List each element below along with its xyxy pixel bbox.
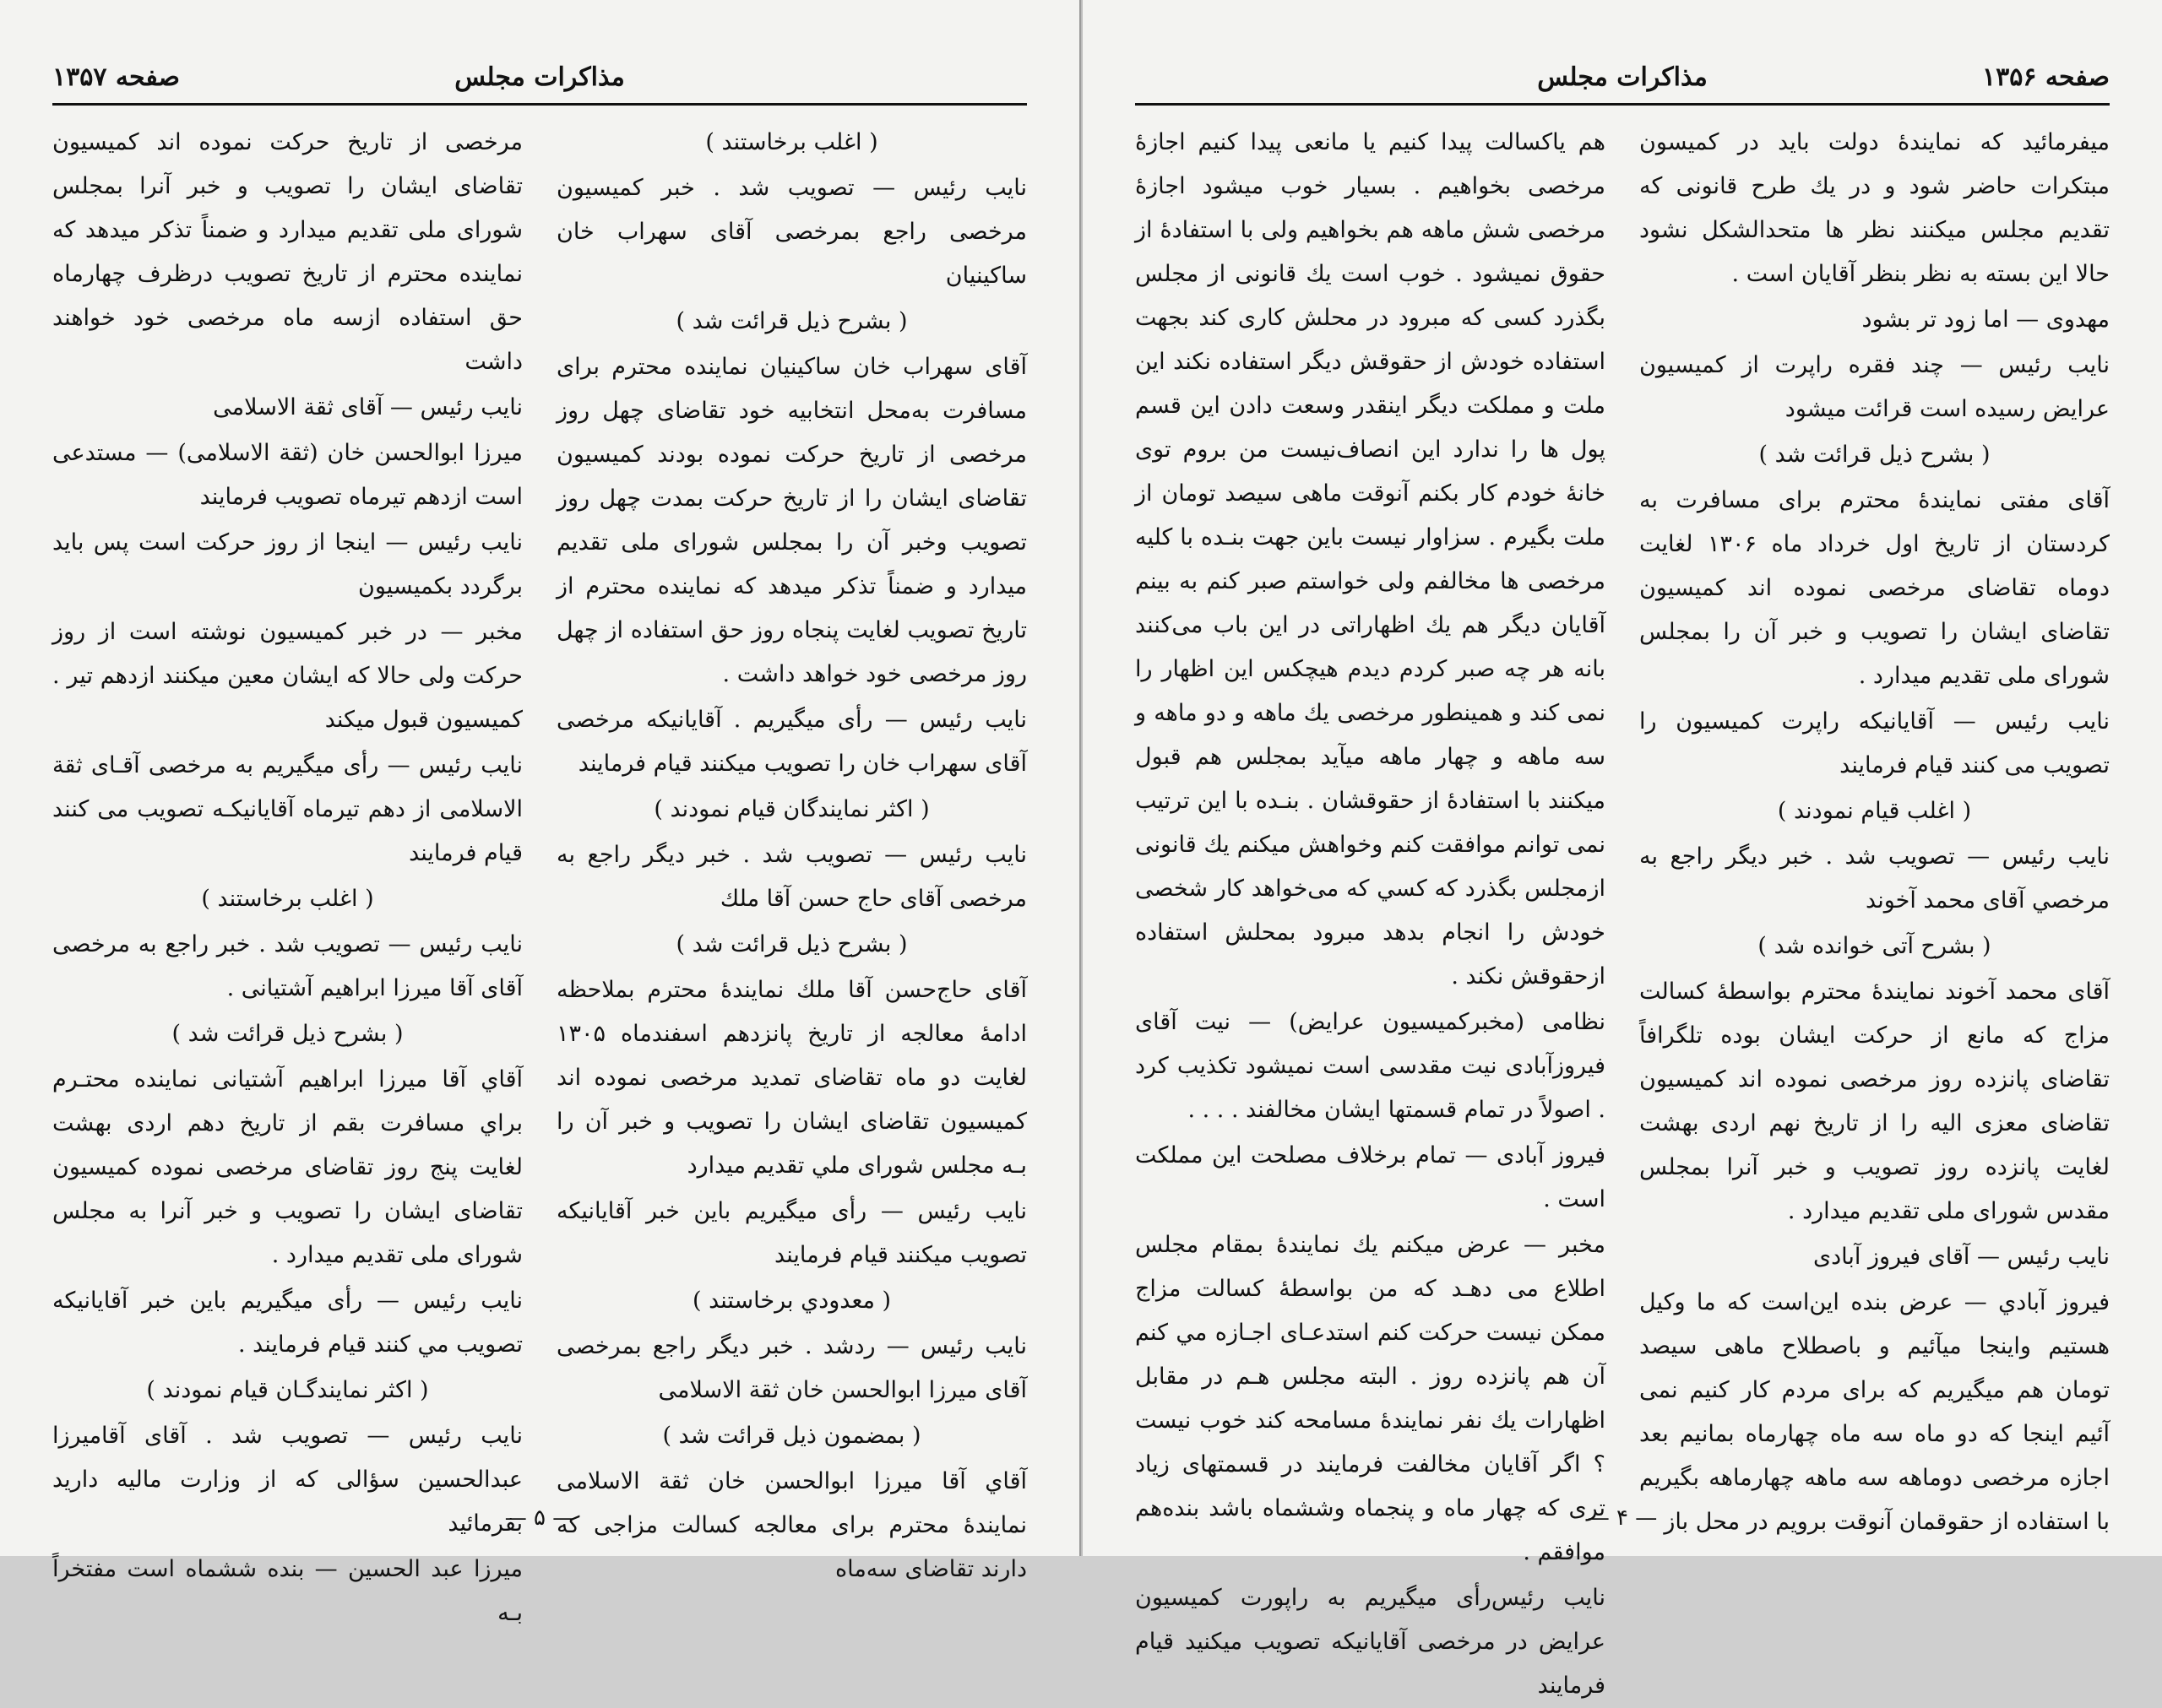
column-right: [557, 121, 1027, 1582]
paragraph: آقاي آقا میرزا ابراهیم آشتیانی نماینده محتـرم براي مسافرت بقم از تاریخ دهم اردی بهشت لغایت پنج روز تقاضای مرخصی نموده کمیسیون تقاضای ایشان را تصویب و خبر آنرا به مجلس شورای ملی تقدیم میدارد .: [52, 1066, 523, 1268]
procedural-note: ( بمضمون ذیل قرائت شد ): [662, 1423, 921, 1449]
text-columns: [52, 121, 1027, 1626]
paragraph: نایب رئیس — ردشد . خبر دیگر راجع بمرخصی آقای میرزا ابوالحسن خان ثقة الاسلامی: [557, 1333, 1027, 1403]
paragraph: آقای محمد آخوند نمایندهٔ محترم بواسطهٔ کسالت مزاج که مانع از حرکت ایشان بوده تلگرافاً تقاضای پانزده روز مرخصی نموده اند کمیسیون تقاضای معزی الیه را از تاریخ نهم اردی بهشت لغایت پانزده روز تصویب و خبر آنرا بمجلس مقدس شورای ملی تقدیم میدارد .: [1639, 979, 2110, 1224]
paragraph: هم یاکسالت پیدا کنیم یا مانعی پیدا کنیم اجازهٔ مرخصی بخواهیم . بسیار خوب میشود اجازهٔ مرخصی شش ماهه هم بخواهیم ولی با استفادهٔ از حقوق نمیشود . خوب است یك قانونی از مجلس بگذرد کسی که مبرود در محلش کاری کند بجهت استفاده خودش از حقوقش دیگر استفاده نکند این ملت و مملکت دیگر اینقدر وسعت دادن این قسم پول ها را ندارد این انصاف‌نیست من بروم توی خانهٔ خودم کار بکنم آنوقت ماهی سیصد تومان از ملت بگیرم . سزاوار نیست باین جهت بنـده با کلیه مرخصی ها مخالفم ولی خواستم صبر کنم به بینم آقایان دیگر هم یك اظهاراتی در این باب می‌کنند بانه هر چه صبر کردم دیدم هیچکس این اظهار را نمی کند و همینطور مرخصی یك ماهه و دو ماهه و سه ماهه و چهار ماهه میآید بمجلس هم قبول میکنند با استفادهٔ از حقوقشان . بنـده با این ترتیب نمی توانم موافقت کنم وخواهش میکنم یك قانونی ازمجلس بگذرد که کسي که می‌خواهد کار شخصی خودش را انجام بدهد مبرود بمحلش استفاده ازحقوقش نکند .: [1135, 129, 1605, 990]
paragraph: نایب رئیس — اینجا از روز حرکت است پس باید برگردد بکمیسیون: [52, 529, 523, 599]
paragraph: نظامی (مخبرکمیسیون عرایض) — نیت آقای فیروزآبادی نیت مقدسی است نمیشود تکذیب کرد . اصولاً در تمام قسمتها ایشان مخالفند . . . .: [1135, 1009, 1605, 1123]
paragraph: میرزا عبد الحسین — بنده ششماه است مفتخراً بـه: [52, 1556, 523, 1626]
paragraph: مهدوی — اما زود تر بشود: [1861, 306, 2110, 333]
paragraph: نایب رئیس — تصویب شد . خبر راجع به مرخصی آقای آقا میرزا ابراهیم آشتیانی .: [52, 931, 523, 1001]
column-right: [1639, 121, 2110, 1535]
page-footer: — ۵ —: [504, 1505, 575, 1531]
paragraph: نایب رئیس — تصویب شد . آقای آقامیرزا عبدالحسین سؤالی که از وزارت مالیه داريد بفرمائید: [52, 1423, 523, 1537]
procedural-note: ( بشرح ذیل قرائت شد ): [171, 1021, 404, 1047]
procedural-note: ( اغلب برخاستند ): [201, 886, 374, 912]
procedural-note: ( بشرح آتی خوانده شد ): [1757, 933, 1991, 959]
text-columns: [1135, 121, 2110, 1699]
procedural-note: ( اکثر نمایندگان قیام نمودند ): [654, 796, 930, 822]
page-title: مذاكرات مجلس: [1537, 62, 1708, 92]
page-left: [0, 0, 1081, 1626]
paragraph: مخبر — در خبر کمیسیون نوشته است از روز حرکت ولی حالا که ایشان معین میکنند ازدهم تیر . کمیسیون قبول میکند: [52, 619, 523, 733]
paragraph: نایب رئیس‌رأی میگیریم به راپورت کمیسیون عرایض در مرخصی آقایانیکه تصویب میکنید قیام فرمایند: [1135, 1585, 1605, 1699]
paragraph: آقاي آقا میرزا ابوالحسن خان ثقة الاسلامی نمایندهٔ محترم برای معالجه کسالت مزاجی که دارند تقاضای سه‌ماه: [557, 1468, 1027, 1582]
paragraph: میفرمائید که نمایندهٔ دولت باید در کمیسون مبتکرات حاضر شود و در یك طرح قانونی که تقدیم مجلس میکنند نظر ها متحدالشکل نشود حالا این بسته به نظر بنظر آقایان است .: [1639, 129, 2110, 287]
page-header: [52, 59, 1027, 106]
paragraph: نایب رئیس — تصویب شد . خبر دیگر راجع به مرخصی آقای حاج حسن آقا ملك: [557, 842, 1027, 912]
page-header: [1135, 59, 2110, 106]
page-footer: — ۴ —: [1587, 1505, 1658, 1531]
paragraph: نایب رئیس — آقایانیکه راپرت کمیسیون را تصویب می کنند قیام فرمایند: [1639, 708, 2110, 778]
paragraph: میرزا ابوالحسن خان (ثقة الاسلامی) — مستدعی است ازدهم تیرماه تصویب فرمایند: [52, 440, 523, 510]
paragraph: مخبر — عرض میکنم یك نمایندهٔ بمقام مجلس اطلاع می دهـد که من بواسطهٔ کسالت مزاج ممکن نیست حرکت کنم استدعـای اجـازه مي کنم آن هم پانزده روز . البته مجلس هـم در مقابل اظهارات یك نفر نمایندهٔ مسامحه کند خوب نیست ؟ اگر آقایان مخالفت فرمایند در قسمتهای زیاد تری که چهار ماه و پنجماه وششماه باشد بنده‌هم موافقم .: [1135, 1232, 1605, 1565]
procedural-note: ( بشرح ذیل قرائت شد ): [1758, 442, 1991, 468]
page-number: صفحه ۱۳۵۶: [1982, 62, 2110, 92]
column-left: [1135, 121, 1605, 1699]
paragraph: نایب رئیس — آقای ثقة الاسلامی: [213, 394, 523, 420]
paragraph: آقای حاج‌حسن آقا ملك نمایندهٔ محترم بملاحظه ادامهٔ معالجه از تاریخ پانزدهم اسفندماه ۱۳۰۵ لغایت دو ماه تقاضای تمدید مرخصی نموده اند کمیسیون تقاضای ایشان را تصویب و خبر آن را بـه مجلس شورای ملي تقدیم میدارد: [557, 977, 1027, 1179]
paragraph: فیروز آبادي — عرض بنده این‌است که ما وکیل هستیم واینجا میآئیم و باصطلاح ماهی سیصد تومان هم میگیریم که برای مردم کار کنیم نمی آئیم اینجا که دو ماه سه ماه چهارماه بمانیم بعد اجازه مرخصی دوماهه سه ماهه چهارماهه بگیریم با استفاده از حقوقمان آنوقت برویم در محل باز: [1639, 1289, 2110, 1535]
paragraph: نایب رئیس — تصویب شد . خبر کمیسیون مرخصی راجع بمرخصی آقای سهراب خان ساکینیان: [557, 175, 1027, 289]
column-left: [52, 121, 523, 1626]
procedural-note: ( اغلب برخاستند ): [705, 129, 878, 155]
paragraph: مرخصی از تاریخ حرکت نموده اند کمیسیون تقاضای ایشان را تصویب و خبر آنرا بمجلس شورای ملی تقدیم میدارد و ضمناً تذکر میدهد که نماینده محترم از تاریخ تصویب درظرف چهارماه حق استفاده ازسه ماه مرخصی خود خواهند داشت: [52, 129, 523, 375]
procedural-note: ( معدودي برخاستند ): [692, 1288, 892, 1314]
paragraph: نایب رئیس — تصویب شد . خبر دیگر راجع به مرخصي آقای محمد آخوند: [1639, 843, 2110, 914]
procedural-note: ( اکثر نمایندگـان قیام نمودند ): [146, 1377, 429, 1403]
procedural-note: ( بشرح ذیل قرائت شد ): [676, 931, 908, 957]
paragraph: آقای مفتی نمایندهٔ محترم برای مسافرت به کردستان از تاریخ اول خرداد ماه ۱۳۰۶ لغایت دوماه تقاضای مرخصی نموده اند کمیسیون تقاضای ایشان را تصویب و خبر آن را بمجلس شورای ملی تقدیم میدارد .: [1639, 487, 2110, 689]
paragraph: فیروز آبادی — تمام برخلاف مصلحت این مملکت است .: [1135, 1142, 1605, 1212]
paragraph: نایب رئیس — رأی میگیریم باین خبر آقایانیکه تصویب مي کنند قیام فرمایند .: [52, 1288, 523, 1358]
paragraph: نایب رئیس — رأی میگیریم باین خبر آقایانیکه تصویب میکنند قیام فرمایند: [557, 1198, 1027, 1268]
paragraph: نایب رئیس — رأی میگیریم به مرخصی آقـای ثقة الاسلامی از دهم تیرماه آقایانیکـه تصویب می کنند قیام فرمایند: [52, 752, 523, 866]
paragraph: آقای سهراب خان ساکینیان نماینده محترم برای مسافرت به‌محل انتخابیه خود تقاضای چهل روز مرخصی از تاریخ حرکت نموده بودند کمیسیون تقاضای ایشان را از تاریخ حرکت بمدت چهل روز تصویب وخبر آن را بمجلس شورای ملی تقدیم میدارد و ضمناً تذکر میدهد که نماینده محترم از تاریخ تصویب لغایت پنجاه روز حق استفاده از چهل روز مرخصی خود خواهد داشت .: [557, 354, 1027, 687]
procedural-note: ( اغلب قیام نمودند ): [1777, 798, 1972, 824]
paragraph: نایب رئیس — رأی میگیریم . آقایانیکه مرخصی آقای سهراب خان را تصویب میکنند قیام فرمایند: [557, 707, 1027, 777]
page-right: [1081, 0, 2162, 1699]
paragraph: نایب رئیس — آقای فیروز آبادی: [1813, 1244, 2110, 1270]
procedural-note: ( بشرح ذیل قرائت شد ): [676, 308, 908, 334]
paragraph: نایب رئیس — چند فقره راپرت از کمیسیون عرایض رسیده است قرائت میشود: [1639, 352, 2110, 422]
page-number: صفحه ۱۳۵۷: [52, 62, 180, 92]
page-title: مذاكرات مجلس: [454, 62, 625, 92]
